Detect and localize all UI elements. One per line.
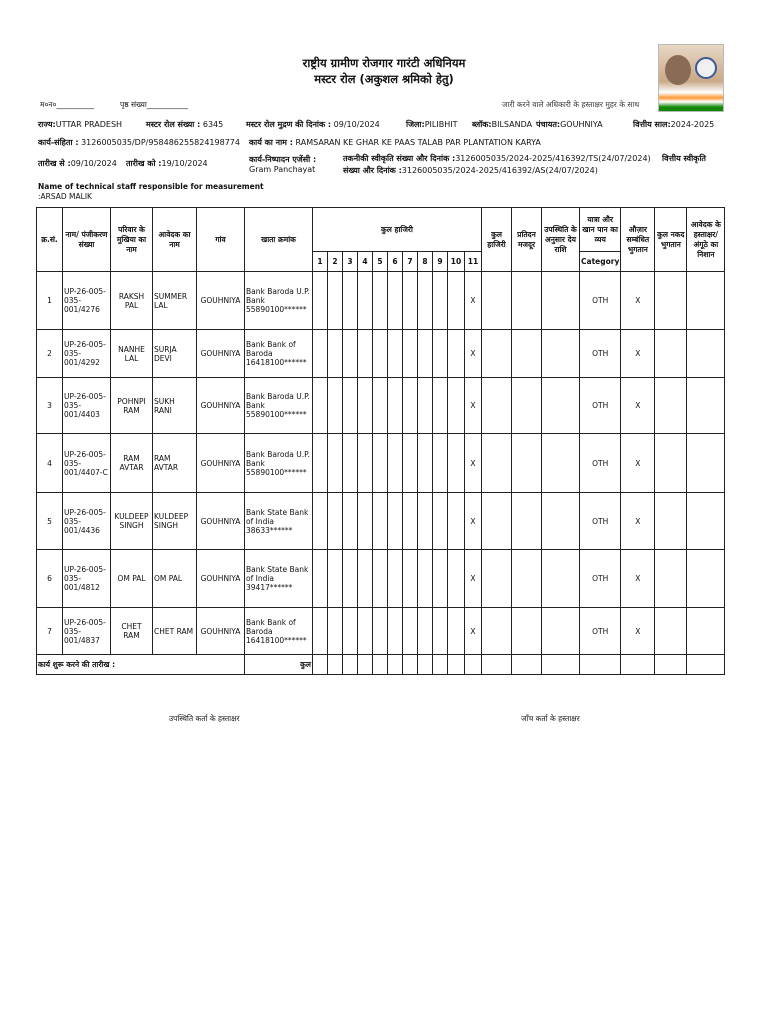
cell-applicant: SURJA DEVI — [153, 330, 197, 378]
cell-day-attendance — [373, 330, 388, 378]
cell-day-attendance — [328, 550, 343, 608]
print-date-info — [246, 119, 380, 130]
footer-cell — [328, 655, 343, 675]
cell-day-attendance — [343, 434, 358, 493]
cell-amount-due — [542, 272, 580, 330]
cell-day-attendance — [433, 550, 448, 608]
col-header-sno: क्र.सं. — [37, 208, 63, 272]
date-to-info — [126, 158, 208, 169]
cell-tools: X — [621, 493, 655, 550]
cell-day-attendance — [418, 272, 433, 330]
footer-cell — [655, 655, 687, 675]
cell-family-head: OM PAL — [111, 550, 153, 608]
cell-family-head: CHET RAM — [111, 608, 153, 655]
cell-day-attendance — [328, 272, 343, 330]
cell-day-attendance — [358, 378, 373, 434]
cell-day-attendance — [433, 608, 448, 655]
cell-sno: 5 — [37, 493, 63, 550]
mn-number: म०न०__________ — [40, 100, 94, 109]
table-row — [37, 330, 725, 378]
footer-cell — [403, 655, 418, 675]
page-number: पृष्ठ संख्या___________ — [120, 100, 189, 109]
cell-sno: 6 — [37, 550, 63, 608]
cell-village: GOUHNIYA — [197, 434, 245, 493]
cell-category: OTH — [580, 272, 621, 330]
roll-number-value: 6345 — [202, 120, 224, 129]
cell-account: Bank State Bank of India 39417****** — [245, 550, 313, 608]
cell-day-attendance — [433, 378, 448, 434]
day-header: 7 — [403, 252, 418, 272]
cell-day-11-mark: X — [465, 434, 482, 493]
cell-day-attendance — [313, 493, 328, 550]
financial-sanction-info — [343, 165, 598, 176]
cell-day-attendance — [343, 378, 358, 434]
cell-day-attendance — [328, 378, 343, 434]
cell-day-attendance — [448, 330, 465, 378]
table-row — [37, 493, 725, 550]
cell-sno: 1 — [37, 272, 63, 330]
work-name-info — [249, 137, 541, 148]
agency-label: कार्य-निष्पादन एजेंसी : — [249, 155, 317, 164]
cell-day-attendance — [328, 434, 343, 493]
cell-tools: X — [621, 550, 655, 608]
col-header-applicant: आवेदक का नाम — [153, 208, 197, 272]
day-header: 1 — [313, 252, 328, 272]
day-header: 10 — [448, 252, 465, 272]
cell-family-head: NANHE LAL — [111, 330, 153, 378]
cell-account: Bank Bank of Baroda 16418100****** — [245, 608, 313, 655]
cell-cash — [655, 550, 687, 608]
cell-amount-due — [542, 434, 580, 493]
footer-cell — [418, 655, 433, 675]
technical-sanction-info — [343, 153, 651, 164]
cell-category: OTH — [580, 330, 621, 378]
table-row — [37, 550, 725, 608]
cell-day-attendance — [373, 272, 388, 330]
cell-category: OTH — [580, 550, 621, 608]
cell-family-head: POHNPI RAM — [111, 378, 153, 434]
cell-account: Bank Baroda U.P. Bank 55890100****** — [245, 434, 313, 493]
cell-signature — [687, 434, 725, 493]
cell-tools: X — [621, 378, 655, 434]
col-header-category: Category — [580, 252, 621, 272]
cell-day-attendance — [403, 272, 418, 330]
cell-day-attendance — [373, 493, 388, 550]
footer-cell — [482, 655, 512, 675]
cell-tools: X — [621, 272, 655, 330]
cell-account: Bank Baroda U.P. Bank 55890100****** — [245, 378, 313, 434]
agency-value: Gram Panchayat — [249, 165, 316, 174]
col-header-signature: आवेदक के हस्ताक्षर/ अंगूठे का निशान — [687, 208, 725, 272]
cell-day-attendance — [313, 434, 328, 493]
cell-signature — [687, 493, 725, 550]
cell-day-attendance — [388, 550, 403, 608]
cell-cash — [655, 378, 687, 434]
work-code-value: 3126005035/DP/958486255824198774 — [81, 138, 240, 147]
cell-day-11-mark: X — [465, 272, 482, 330]
cell-sno: 2 — [37, 330, 63, 378]
date-from-info — [38, 158, 117, 169]
block-value: BILSANDA — [491, 120, 533, 129]
cell-day-attendance — [313, 608, 328, 655]
cell-day-attendance — [448, 550, 465, 608]
cell-village: GOUHNIYA — [197, 608, 245, 655]
cell-day-attendance — [388, 493, 403, 550]
state-info — [38, 119, 122, 130]
technical-sanction-label: तकनीकी स्वीकृति संख्या और दिनांक : — [343, 154, 456, 163]
footer-cell — [621, 655, 655, 675]
footer-cell — [512, 655, 542, 675]
cell-day-attendance — [388, 330, 403, 378]
cell-village: GOUHNIYA — [197, 550, 245, 608]
col-header-total-attendance: कुल हाजिरी — [482, 208, 512, 272]
panchayat-info — [536, 119, 603, 130]
cell-day-attendance — [448, 378, 465, 434]
cell-day-attendance — [313, 330, 328, 378]
document-subtitle: मस्टर रोल (अकुशल श्रमिको हेतु) — [314, 72, 454, 86]
footer-cell — [687, 655, 725, 675]
cell-day-attendance — [418, 493, 433, 550]
cell-signature — [687, 330, 725, 378]
cell-total-attendance — [482, 434, 512, 493]
cell-day-attendance — [328, 330, 343, 378]
agency-info — [249, 154, 316, 174]
cell-daily-wage — [512, 330, 542, 378]
cell-day-attendance — [403, 434, 418, 493]
cell-day-attendance — [403, 378, 418, 434]
col-header-registration: नाम/ पंजीकरण संख्या — [63, 208, 111, 272]
cell-total-attendance — [482, 550, 512, 608]
financial-sanction-label-2: संख्या और दिनांक : — [343, 166, 402, 175]
cell-village: GOUHNIYA — [197, 493, 245, 550]
attendance-signer-label: उपस्थिति कर्ता के हस्ताक्षर — [169, 714, 240, 723]
cell-day-attendance — [358, 330, 373, 378]
cell-day-attendance — [433, 493, 448, 550]
day-header: 5 — [373, 252, 388, 272]
block-label: ब्लॉक: — [472, 120, 492, 129]
financial-sanction-value: 3126005035/2024-2025/416392/AS(24/07/2024) — [401, 166, 598, 175]
district-value: PILIBHIT — [424, 120, 458, 129]
cell-cash — [655, 434, 687, 493]
cell-day-attendance — [418, 434, 433, 493]
cell-day-attendance — [388, 272, 403, 330]
cell-day-attendance — [433, 434, 448, 493]
table-row — [37, 272, 725, 330]
district-label: जिला: — [406, 120, 425, 129]
cell-category: OTH — [580, 608, 621, 655]
cell-applicant: SUMMER LAL — [153, 272, 197, 330]
cell-tools: X — [621, 434, 655, 493]
cell-cash — [655, 608, 687, 655]
cell-day-attendance — [403, 493, 418, 550]
cell-signature — [687, 378, 725, 434]
panchayat-label: पंचायत: — [536, 120, 561, 129]
day-header: 11 — [465, 252, 482, 272]
cell-category: OTH — [580, 378, 621, 434]
cell-registration: UP-26-005-035-001/4812 — [63, 550, 111, 608]
cell-day-attendance — [448, 434, 465, 493]
cell-village: GOUHNIYA — [197, 378, 245, 434]
cell-total-attendance — [482, 378, 512, 434]
cell-day-11-mark: X — [465, 330, 482, 378]
day-header: 6 — [388, 252, 403, 272]
cell-daily-wage — [512, 608, 542, 655]
cell-applicant: RAM AVTAR — [153, 434, 197, 493]
col-header-daily-wage: प्रतिदन मजदूर — [512, 208, 542, 272]
cell-day-attendance — [448, 493, 465, 550]
day-header: 3 — [343, 252, 358, 272]
cell-applicant: CHET RAM — [153, 608, 197, 655]
cell-category: OTH — [580, 434, 621, 493]
footer-cell — [373, 655, 388, 675]
cell-day-attendance — [448, 608, 465, 655]
cell-day-attendance — [403, 608, 418, 655]
cell-day-11-mark: X — [465, 493, 482, 550]
col-header-account: खाता क्रमांक — [245, 208, 313, 272]
cell-day-attendance — [343, 493, 358, 550]
cell-day-attendance — [373, 434, 388, 493]
print-date-label: मस्टर रोल मुद्रण की दिनांक : — [246, 120, 332, 129]
footer-cell — [448, 655, 465, 675]
date-from-value: 09/10/2024 — [70, 159, 117, 168]
table-row — [37, 378, 725, 434]
cell-total-attendance — [482, 493, 512, 550]
cell-cash — [655, 493, 687, 550]
cell-day-attendance — [358, 493, 373, 550]
cell-day-attendance — [343, 550, 358, 608]
cell-family-head: RAKSH PAL — [111, 272, 153, 330]
financial-year-value: 2024-2025 — [670, 120, 715, 129]
footer-cell — [433, 655, 448, 675]
district-info — [406, 119, 457, 130]
cell-amount-due — [542, 608, 580, 655]
cell-signature — [687, 272, 725, 330]
cell-day-attendance — [448, 272, 465, 330]
col-header-village: गांव — [197, 208, 245, 272]
cell-sno: 4 — [37, 434, 63, 493]
cell-daily-wage — [512, 434, 542, 493]
cell-day-attendance — [373, 550, 388, 608]
cell-day-attendance — [358, 608, 373, 655]
cell-day-attendance — [403, 550, 418, 608]
financial-year-info — [633, 119, 714, 130]
panchayat-value: GOUHNIYA — [560, 120, 603, 129]
cell-registration: UP-26-005-035-001/4403 — [63, 378, 111, 434]
portrait-icon — [665, 55, 691, 85]
footer-cell — [388, 655, 403, 675]
cell-tools: X — [621, 608, 655, 655]
cell-day-attendance — [418, 378, 433, 434]
cell-sno: 3 — [37, 378, 63, 434]
table-row — [37, 434, 725, 493]
cell-applicant: KULDEEP SINGH — [153, 493, 197, 550]
cell-day-attendance — [373, 608, 388, 655]
col-header-cash: कुल नकद भुगतान — [655, 208, 687, 272]
footer-cell — [313, 655, 328, 675]
cell-total-attendance — [482, 608, 512, 655]
cell-day-attendance — [373, 378, 388, 434]
cell-amount-due — [542, 378, 580, 434]
cell-applicant: SUKH RANI — [153, 378, 197, 434]
day-header: 8 — [418, 252, 433, 272]
cell-day-11-mark: X — [465, 608, 482, 655]
col-header-attendance: कुल हाजिरी — [313, 208, 482, 252]
cell-day-attendance — [433, 330, 448, 378]
footer-cell — [358, 655, 373, 675]
cell-amount-due — [542, 330, 580, 378]
cell-sno: 7 — [37, 608, 63, 655]
cell-day-attendance — [313, 272, 328, 330]
footer-cell — [580, 655, 621, 675]
cell-family-head: RAM AVTAR — [111, 434, 153, 493]
cell-daily-wage — [512, 378, 542, 434]
print-date-value: 09/10/2024 — [333, 120, 380, 129]
technical-staff-label: Name of technical staff responsible for measurement — [38, 182, 264, 191]
cell-day-11-mark: X — [465, 550, 482, 608]
cell-account: Bank Baroda U.P. Bank 55890100****** — [245, 272, 313, 330]
scheme-logo — [658, 44, 724, 112]
cell-village: GOUHNIYA — [197, 272, 245, 330]
cell-day-attendance — [418, 608, 433, 655]
technical-staff-value: :ARSAD MALIK — [38, 192, 92, 201]
cell-daily-wage — [512, 493, 542, 550]
cell-registration: UP-26-005-035-001/4436 — [63, 493, 111, 550]
cell-tools: X — [621, 330, 655, 378]
work-start-date-label: कार्य शुरू करने की तारीख : — [37, 655, 245, 675]
roll-number-info — [146, 119, 223, 130]
date-from-label: तारीख से : — [38, 159, 71, 168]
cell-day-attendance — [403, 330, 418, 378]
work-code-label: कार्य-संहिता : — [38, 138, 79, 147]
cell-registration: UP-26-005-035-001/4837 — [63, 608, 111, 655]
table-row — [37, 608, 725, 655]
cell-registration: UP-26-005-035-001/4407-C — [63, 434, 111, 493]
cell-day-attendance — [343, 330, 358, 378]
cell-day-attendance — [433, 272, 448, 330]
cell-account: Bank State Bank of India 38633****** — [245, 493, 313, 550]
cell-daily-wage — [512, 272, 542, 330]
day-header: 2 — [328, 252, 343, 272]
col-header-travel: यात्रा और खान पान का व्यय — [580, 208, 621, 252]
cell-cash — [655, 272, 687, 330]
cell-day-attendance — [358, 550, 373, 608]
financial-year-label: वित्तीय साल: — [633, 120, 671, 129]
date-to-label: तारीख को : — [126, 159, 162, 168]
cell-day-attendance — [343, 272, 358, 330]
table-footer-row — [37, 655, 725, 675]
col-header-amount-due: उपस्थिति के अनुसार देय राशि — [542, 208, 580, 272]
footer-cell — [343, 655, 358, 675]
cell-family-head: KULDEEP SINGH — [111, 493, 153, 550]
col-header-family-head: परिवार के मुखिया का नाम — [111, 208, 153, 272]
cell-day-attendance — [328, 493, 343, 550]
cell-day-attendance — [358, 434, 373, 493]
total-label: कुल — [245, 655, 313, 675]
muster-roll-body — [37, 272, 725, 655]
cell-total-attendance — [482, 330, 512, 378]
emblem-icon — [695, 57, 717, 79]
cell-day-attendance — [343, 608, 358, 655]
issuer-signature-label: जारी करने वाले अधिकारी के हस्ताक्षर मुहर के साथ — [502, 100, 640, 109]
cell-day-attendance — [418, 330, 433, 378]
cell-account: Bank Bank of Baroda 16418100****** — [245, 330, 313, 378]
cell-amount-due — [542, 493, 580, 550]
cell-day-attendance — [328, 608, 343, 655]
technical-sanction-value: 3126005035/2024-2025/416392/TS(24/07/2024) — [455, 154, 651, 163]
cell-day-attendance — [313, 378, 328, 434]
cell-total-attendance — [482, 272, 512, 330]
cell-applicant: OM PAL — [153, 550, 197, 608]
day-header: 4 — [358, 252, 373, 272]
state-value: UTTAR PRADESH — [55, 120, 123, 129]
cell-village: GOUHNIYA — [197, 330, 245, 378]
muster-roll-table — [36, 207, 725, 675]
financial-sanction-label: वित्तीय स्वीकृति — [662, 154, 706, 163]
cell-day-11-mark: X — [465, 378, 482, 434]
footer-cell — [542, 655, 580, 675]
cell-day-attendance — [388, 608, 403, 655]
cell-registration: UP-26-005-035-001/4292 — [63, 330, 111, 378]
cell-amount-due — [542, 550, 580, 608]
cell-signature — [687, 550, 725, 608]
day-header: 9 — [433, 252, 448, 272]
document-title: राष्ट्रीय ग्रामीण रोजगार गारंटी अधिनियम — [302, 56, 466, 70]
work-code-info — [38, 137, 240, 148]
checker-signer-label: जाँच कर्ता के हस्ताक्षर — [521, 714, 580, 723]
cell-day-attendance — [418, 550, 433, 608]
cell-registration: UP-26-005-035-001/4276 — [63, 272, 111, 330]
cell-day-attendance — [388, 434, 403, 493]
footer-cell — [465, 655, 482, 675]
cell-daily-wage — [512, 550, 542, 608]
date-to-value: 19/10/2024 — [161, 159, 208, 168]
cell-signature — [687, 608, 725, 655]
cell-cash — [655, 330, 687, 378]
col-header-tools: औज़ार सम्बंधित भुगतान — [621, 208, 655, 272]
work-name-value: RAMSARAN KE GHAR KE PAAS TALAB PAR PLANTATION KARYA — [295, 138, 541, 147]
work-name-label: कार्य का नाम : — [249, 138, 293, 147]
state-label: राज्य: — [38, 120, 56, 129]
cell-day-attendance — [358, 272, 373, 330]
cell-day-attendance — [388, 378, 403, 434]
roll-number-label: मस्टर रोल संख्या : — [146, 120, 201, 129]
cell-category: OTH — [580, 493, 621, 550]
cell-day-attendance — [313, 550, 328, 608]
block-info — [472, 119, 532, 130]
